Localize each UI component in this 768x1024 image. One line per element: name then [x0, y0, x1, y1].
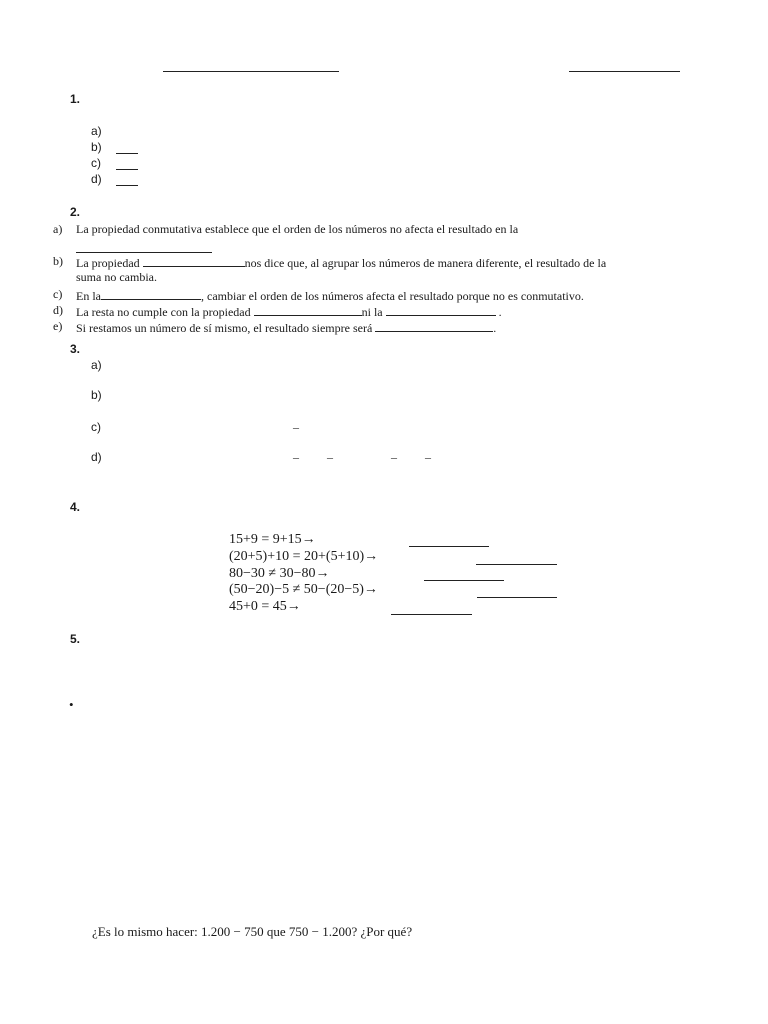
- q2-item-e-label: e): [53, 319, 63, 333]
- q1-item-c-label: c): [91, 156, 101, 170]
- q3-item-a-label: a): [91, 358, 102, 372]
- q4-equation-1: 15+9 = 9+15→: [229, 532, 316, 547]
- q2-item-c-blank[interactable]: [101, 287, 201, 300]
- question-3-number: 3.: [70, 342, 81, 356]
- q3-item-b-label: b): [91, 388, 102, 402]
- q1-item-c-blank[interactable]: [116, 169, 138, 170]
- q2-item-c-post: , cambiar el orden de los números afecta el resultado porque no es conmutativo.: [201, 289, 584, 303]
- q4-equation-3: 80−30 ≠ 30−80→: [229, 566, 330, 581]
- q3-item-d-dash-1: –: [293, 450, 299, 464]
- name-line[interactable]: [163, 71, 339, 72]
- q2-item-c-line: [76, 287, 584, 304]
- q1-item-a-label: a): [91, 124, 102, 138]
- q2-item-b-pre: La propiedad: [76, 256, 140, 270]
- q2-item-d-blank-2[interactable]: [386, 303, 496, 316]
- q4-equation-4: (50−20)−5 ≠ 50−(20−5)→: [229, 582, 378, 597]
- q3-item-d-label: d): [91, 450, 102, 464]
- q4-equation-2-blank[interactable]: [476, 564, 557, 565]
- q2-item-d-label: d): [53, 303, 63, 317]
- q2-item-b-blank[interactable]: [143, 254, 245, 267]
- q2-item-b-cont: suma no cambia.: [76, 270, 157, 284]
- q2-item-b-line: [76, 254, 606, 271]
- question-1-number: 1.: [70, 92, 81, 106]
- q2-item-e-post: .: [493, 321, 497, 335]
- q2-item-c-pre: En la: [76, 289, 101, 303]
- q4-equation-5-blank[interactable]: [391, 614, 472, 615]
- q1-item-d-label: d): [91, 172, 102, 186]
- q2-item-d-pre: La resta no cumple con la propiedad: [76, 305, 251, 319]
- q1-item-d-blank[interactable]: [116, 185, 138, 186]
- q2-item-a-label: a): [53, 222, 63, 236]
- q4-equation-2: (20+5)+10 = 20+(5+10)→: [229, 549, 379, 564]
- q2-item-d-blank-1[interactable]: [254, 303, 362, 316]
- question-5-number: 5.: [70, 632, 81, 646]
- q3-item-d-dash-4: –: [425, 450, 431, 464]
- q3-item-c-label: c): [91, 420, 101, 434]
- q4-equation-5: 45+0 = 45→: [229, 599, 301, 614]
- q2-item-e-blank[interactable]: [375, 319, 493, 332]
- q3-item-d-dash-3: –: [391, 450, 397, 464]
- q4-equation-4-blank[interactable]: [477, 597, 557, 598]
- question-4-number: 4.: [70, 500, 81, 514]
- q2-item-c-label: c): [53, 287, 63, 301]
- q2-item-b-label: b): [53, 254, 63, 268]
- q2-item-a-blank[interactable]: [76, 252, 212, 253]
- q1-item-b-blank[interactable]: [116, 153, 138, 154]
- question-2-number: 2.: [70, 205, 81, 219]
- q3-item-c-dash-1: –: [293, 420, 299, 434]
- final-question: ¿Es lo mismo hacer: 1.200 − 750 que 750 − 1.200? ¿Por qué?: [92, 924, 413, 939]
- q1-item-b-label: b): [91, 140, 102, 154]
- q3-item-d-dash-2: –: [327, 450, 333, 464]
- q2-item-e-line: [76, 319, 496, 336]
- q2-item-d-post: .: [498, 305, 502, 319]
- date-line[interactable]: [569, 71, 680, 72]
- q2-item-e-pre: Si restamos un número de sí mismo, el resultado siempre será: [76, 321, 373, 335]
- q2-item-d-line: [76, 303, 502, 320]
- q2-item-b-post: nos dice que, al agrupar los números de manera diferente, el resultado de la: [244, 256, 607, 270]
- q4-equation-1-blank[interactable]: [409, 546, 489, 547]
- bullet-point: •: [69, 697, 74, 712]
- q4-equation-3-blank[interactable]: [424, 580, 504, 581]
- q2-item-a-text: La propiedad conmutativa establece que el orden de los números no afecta el resultado en la: [76, 222, 519, 236]
- q2-item-d-mid: ni la: [361, 305, 383, 319]
